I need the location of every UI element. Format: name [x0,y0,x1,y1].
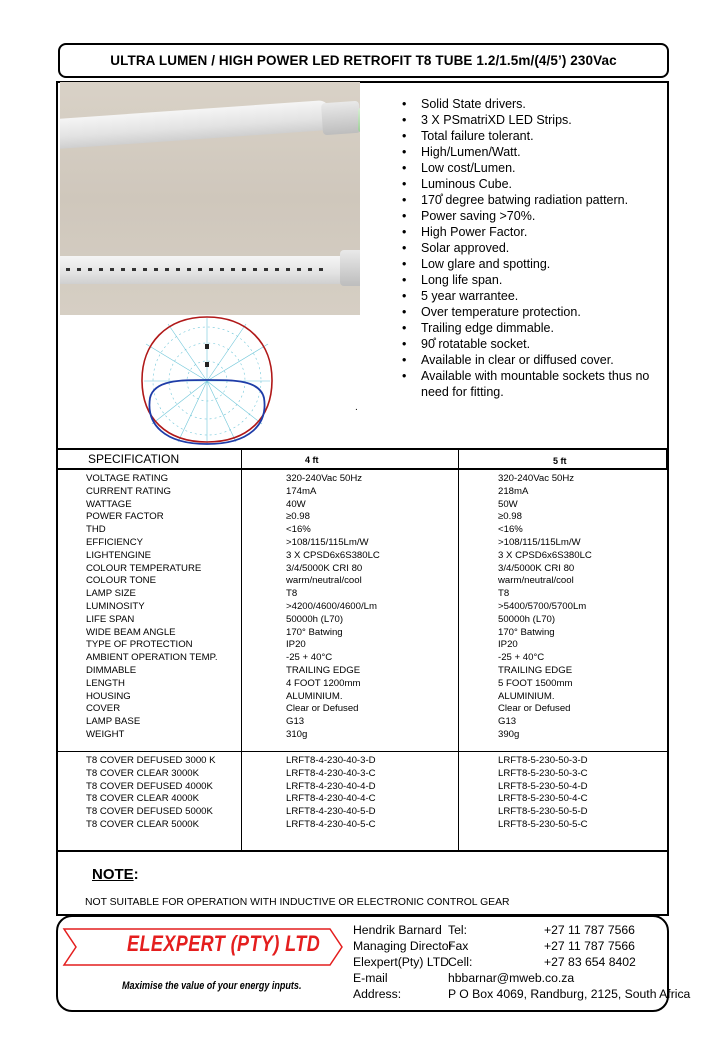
feature-item: • Power saving >70%. [402,208,664,224]
contact-company: Elexpert(Pty) LTD [353,955,449,969]
order-label: T8 COVER CLEAR 4000K [86,793,200,805]
feature-item: • Trailing edge dimmable. [402,320,664,336]
spec-value: <16% [286,524,311,536]
spec-value: >4200/4600/4600/Lm [286,600,377,612]
spec-value: 218mA [498,485,529,497]
spec-value: TRAILING EDGE [498,664,573,676]
spec-value: ≥0.98 [286,511,310,523]
note-title: NOTE: [92,866,139,883]
spec-value: 310g [286,728,308,740]
spec-label: LUMINOSITY [86,600,145,612]
spec-value: TRAILING EDGE [286,664,361,676]
spec-value: >5400/5700/5700Lm [498,600,587,612]
contact-labels-mid [448,922,472,970]
feature-item: • Low cost/Lumen. [402,160,664,176]
order-code: LRFT8-4-230-40-5-C [286,818,376,830]
spec-value: 4 FOOT 1200mm [286,677,361,689]
page-title: ULTRA LUMEN / HIGH POWER LED RETROFIT T8 TUBE 1.2/1.5m/(4/5’) 230Vac [110,53,617,68]
spec-label: VOLTAGE RATING [86,473,169,484]
spec-label: AMBIENT OPERATION TEMP. [86,652,218,664]
feature-item: • Long life span. [402,272,664,288]
spec-value: Clear or Defused [286,703,359,715]
spec-value: 50000h (L70) [286,613,344,625]
spec-col-5ft: 5 ft [553,456,567,466]
company-tagline: Maximise the value of your energy inputs. [122,980,302,992]
feature-list [402,96,664,400]
spec-label: HOUSING [86,690,131,702]
spec-value: 174mA [286,485,317,497]
title-box [58,43,669,78]
order-label: T8 COVER CLEAR 3000K [86,767,200,779]
spec-value: -25 + 40°C [286,652,333,664]
order-code: LRFT8-4-230-40-5-D [286,806,376,818]
address-text: P O Box 4069, Randburg, 2125, South Africa [448,987,691,1001]
spec-value: ALUMINIUM. [498,690,555,702]
fax-label: Fax [448,939,469,953]
spec-label: COLOUR TONE [86,575,157,587]
spec-value: 50000h (L70) [498,613,556,625]
feature-item: • 3 X PSmatriXD LED Strips. [402,112,664,128]
feature-item: • 170̊ degree batwing radiation pattern. [402,192,664,208]
spec-label: LENGTH [86,677,125,689]
spec-label: EFFICIENCY [86,536,144,548]
spec-value: G13 [498,716,517,728]
spec-value: T8 [286,588,298,600]
spec-label: DIMMABLE [86,664,137,676]
spec-value: >108/115/115Lm/W [498,536,581,548]
feature-item: • High/Lumen/Watt. [402,144,664,160]
spec-value: 3 X CPSD6x6S380LC [498,549,592,561]
spec-label: WIDE BEAM ANGLE [86,626,176,638]
feature-item: • Over temperature protection. [402,304,664,320]
spec-value: warm/neutral/cool [286,575,362,587]
spec-label: LIFE SPAN [86,613,135,625]
spec-label: COLOUR TEMPERATURE [86,562,202,574]
spec-value: >108/115/115Lm/W [286,536,369,548]
spec-value: 320-240Vac 50Hz [286,473,363,484]
spec-value: warm/neutral/cool [498,575,574,587]
product-photo [60,82,360,315]
feature-item: • Total failure tolerant. [402,128,664,144]
spec-label: TYPE OF PROTECTION [86,639,193,651]
order-codes-5ft [498,755,588,832]
spec-values-4ft [286,473,380,742]
order-code: LRFT8-4-230-40-3-D [286,755,376,766]
contact-name: Hendrik Barnard [353,923,442,937]
tel-number: +27 11 787 7566 [544,923,635,937]
email-link[interactable]: hbbarnar@mweb.co.za [448,971,575,985]
spec-col-4ft: 4 ft [305,455,319,465]
spec-value: 50W [498,498,518,510]
spec-value: ALUMINIUM. [286,690,343,702]
spec-value: 40W [286,498,306,510]
spec-value: Clear or Defused [498,703,571,715]
spec-value: ≥0.98 [498,511,522,523]
feature-item: • Luminous Cube. [402,176,664,192]
spec-label: POWER FACTOR [86,511,164,523]
spec-label: LAMP SIZE [86,588,136,600]
order-label: T8 COVER DEFUSED 3000 K [86,755,216,766]
spec-value: 170° Batwing [498,626,555,638]
spec-value: IP20 [498,639,518,651]
spec-label: LAMP BASE [86,716,141,728]
spec-value: IP20 [286,639,306,651]
spec-label: CURRENT RATING [86,485,171,497]
spec-label: COVER [86,703,121,715]
spec-label: LIGHTENGINE [86,549,152,561]
spec-value: 320-240Vac 50Hz [498,473,575,484]
feature-item: • Available with mountable sockets thus no need for fitting. [402,368,664,400]
order-label: T8 COVER DEFUSED 5000K [86,806,213,818]
spec-value: T8 [498,588,510,600]
contact-role: Managing Director [353,939,453,953]
feature-item: • Solar approved. [402,240,664,256]
feature-item: • Available in clear or diffused cover. [402,352,664,368]
feature-item: • High Power Factor. [402,224,664,240]
email-label: E-mail [353,971,388,985]
order-code: LRFT8-5-230-50-3-D [498,755,588,766]
note-text: NOT SUITABLE FOR OPERATION WITH INDUCTIVE OR ELECTRONIC CONTROL GEAR [85,897,510,908]
contact-labels-left [353,922,453,1002]
spec-label: THD [86,524,106,536]
spec-value: 5 FOOT 1500mm [498,677,573,689]
order-code: LRFT8-5-230-50-5-C [498,818,588,830]
order-code: LRFT8-5-230-50-4-C [498,793,588,805]
order-code: LRFT8-5-230-50-4-D [498,780,588,792]
tel-label: Tel: [448,923,467,937]
feature-item: • 5 year warrantee. [402,288,664,304]
fax-number: +27 11 787 7566 [544,939,635,953]
polar-diagram [138,314,276,448]
spec-header-label: SPECIFICATION [88,452,180,466]
spec-label: WEIGHT [86,728,125,740]
order-code: LRFT8-5-230-50-5-D [498,806,588,818]
stray-dot: . [355,402,358,413]
order-label: T8 COVER CLEAR 5000K [86,818,200,830]
order-code: LRFT8-4-230-40-4-C [286,793,376,805]
spec-value: 170° Batwing [286,626,343,638]
spec-value: G13 [286,716,305,728]
spec-value: 3 X CPSD6x6S380LC [286,549,380,561]
spec-value: 390g [498,728,520,740]
spec-value: -25 + 40°C [498,652,545,664]
address-label: Address: [353,987,402,1001]
order-label: T8 COVER DEFUSED 4000K [86,780,213,792]
spec-value: <16% [498,524,523,536]
order-code: LRFT8-4-230-40-4-D [286,780,376,792]
order-code: LRFT8-5-230-50-3-C [498,767,588,779]
cell-number: +27 83 654 8402 [544,955,636,969]
order-code-labels [86,755,216,832]
order-code: LRFT8-4-230-40-3-C [286,767,376,779]
spec-value: 3/4/5000K CRI 80 [286,562,363,574]
spec-label: WATTAGE [86,498,132,510]
spec-values-5ft [498,473,592,742]
contact-numbers [544,922,636,970]
cell-label: Cell: [448,955,473,969]
order-codes-4ft [286,755,376,832]
spec-labels [86,473,218,742]
feature-item: • Solid State drivers. [402,96,664,112]
feature-item: • Low glare and spotting. [402,256,664,272]
company-name: ELEXPERT (PTY) LTD [127,931,321,956]
spec-value: 3/4/5000K CRI 80 [498,562,575,574]
feature-item: • 90̊ rotatable socket. [402,336,664,352]
